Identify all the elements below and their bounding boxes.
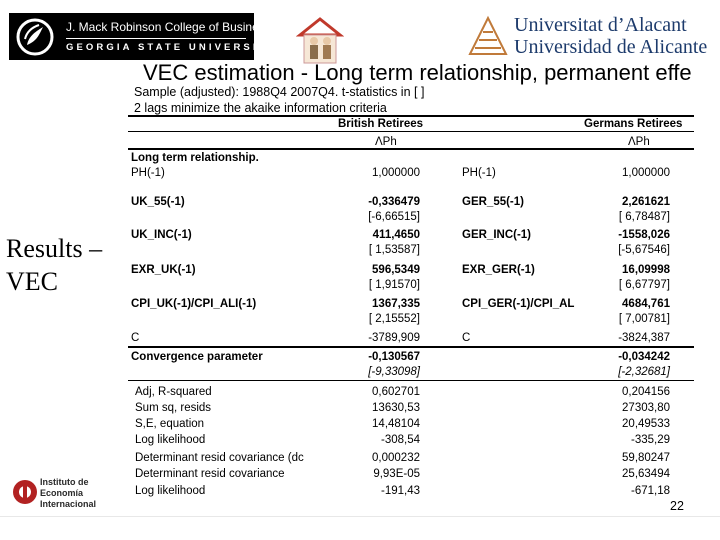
dep-var-germans: ΛPh bbox=[628, 136, 650, 148]
convergence-tstat-right: [-2,32681] bbox=[618, 366, 670, 378]
convergence-rule bbox=[128, 346, 694, 348]
stat-label: Determinant resid covariance (dc bbox=[135, 452, 304, 464]
row-label-right: GER_INC(-1) bbox=[462, 229, 532, 241]
stat-label: S,E, equation bbox=[135, 418, 205, 430]
convergence-value-left: -0,130567 bbox=[368, 351, 420, 363]
iei-line3: Internacional bbox=[40, 499, 97, 509]
row-tstat-left: [ 1,53587] bbox=[368, 244, 420, 256]
row-value-right: 4684,761 bbox=[622, 298, 670, 310]
row-label-left: PH(-1) bbox=[131, 167, 165, 179]
iei-line1: Instituto de bbox=[40, 477, 89, 487]
stat-value-left: -191,43 bbox=[380, 485, 420, 497]
stat-label: Log likelihood bbox=[135, 485, 206, 497]
stat-value-right: 59,80247 bbox=[622, 452, 670, 464]
row-label-left: C bbox=[131, 332, 140, 344]
row-tstat-right: [ 7,00781] bbox=[618, 313, 670, 325]
row-value-left: 1,000000 bbox=[372, 167, 420, 179]
stat-label: Sum sq, resids bbox=[135, 402, 212, 414]
row-value-right: -1558,026 bbox=[618, 229, 670, 241]
row-label-right: PH(-1) bbox=[462, 167, 496, 179]
gsu-university-name: GEORGIA STATE UNIVERSITY bbox=[66, 42, 277, 53]
stat-label: Log likelihood bbox=[135, 434, 206, 446]
row-value-right: -3824,387 bbox=[618, 332, 670, 344]
row-label-right: GER_55(-1) bbox=[462, 196, 524, 208]
iei-logo bbox=[12, 474, 132, 516]
header-germans: Germans Retirees bbox=[584, 118, 683, 130]
header-british: British Retirees bbox=[338, 118, 424, 130]
row-value-left: -3789,909 bbox=[368, 332, 420, 344]
alicante-valencian-name: Universitat d’Alacant bbox=[514, 14, 687, 36]
stat-label: Determinant resid covariance bbox=[135, 468, 285, 480]
row-tstat-right: [ 6,78487] bbox=[618, 211, 670, 223]
row-value-left: -0,336479 bbox=[368, 196, 420, 208]
iei-line2: Economía bbox=[40, 488, 84, 498]
gsu-college-name: J. Mack Robinson College of Business bbox=[66, 20, 271, 34]
alicante-spanish-name: Universidad de Alicante bbox=[514, 36, 708, 58]
row-label-right: C bbox=[462, 332, 471, 344]
row-value-left: 411,4650 bbox=[372, 229, 420, 241]
row-tstat-left: [-6,66515] bbox=[368, 211, 420, 223]
stat-value-right: 0,204156 bbox=[622, 386, 670, 398]
row-value-right: 16,09998 bbox=[622, 264, 670, 276]
row-tstat-right: [ 6,67797] bbox=[618, 279, 670, 291]
row-value-right: 2,261621 bbox=[622, 196, 670, 208]
stat-label: Adj, R-squared bbox=[135, 386, 212, 398]
depvar-rule bbox=[128, 148, 694, 150]
stat-value-left: 9,93E-05 bbox=[373, 468, 420, 480]
convergence-label: Convergence parameter bbox=[131, 351, 263, 363]
stat-value-right: -671,18 bbox=[630, 485, 670, 497]
header-rule bbox=[128, 131, 694, 132]
page-number: 22 bbox=[670, 499, 684, 513]
side-label-line2: VEC bbox=[6, 267, 58, 296]
stat-value-left: 13630,53 bbox=[372, 402, 420, 414]
row-label-left: EXR_UK(-1) bbox=[131, 264, 196, 276]
stat-value-left: -308,54 bbox=[380, 434, 420, 446]
iei-emblem-icon bbox=[12, 476, 38, 512]
row-tstat-left: [ 1,91570] bbox=[368, 279, 420, 291]
lag-note: 2 lags minimize the akaike information criteria bbox=[134, 101, 387, 115]
sample-note: Sample (adjusted): 1988Q4 2007Q4. t-statistics in [ ] bbox=[134, 85, 425, 99]
stats-rule bbox=[128, 380, 694, 381]
footer-rule bbox=[0, 516, 720, 517]
row-value-left: 1367,335 bbox=[372, 298, 420, 310]
section-label: Long term relationship. bbox=[131, 152, 259, 164]
convergence-tstat-left: [-9,33098] bbox=[368, 366, 420, 378]
slide-title: VEC estimation - Long term relationship, permanent effe bbox=[143, 60, 692, 85]
row-label-right: EXR_GER(-1) bbox=[462, 264, 535, 276]
stat-value-left: 0,602701 bbox=[372, 386, 420, 398]
row-label-left: UK_55(-1) bbox=[131, 196, 185, 208]
row-label-right: CPI_GER(-1)/CPI_AL bbox=[462, 298, 575, 310]
row-tstat-left: [ 2,15552] bbox=[368, 313, 420, 325]
convergence-value-right: -0,034242 bbox=[618, 351, 670, 363]
stat-value-right: -335,29 bbox=[630, 434, 670, 446]
row-tstat-right: [-5,67546] bbox=[618, 244, 670, 256]
stat-value-left: 0,000232 bbox=[372, 452, 420, 464]
stat-value-right: 20,49533 bbox=[622, 418, 670, 430]
dep-var-british: ΛPh bbox=[375, 136, 397, 148]
stat-value-left: 14,48104 bbox=[372, 418, 420, 430]
side-label-line1: Results – bbox=[6, 234, 103, 263]
stat-value-right: 27303,80 bbox=[622, 402, 670, 414]
row-label-left: UK_INC(-1) bbox=[131, 229, 192, 241]
row-value-left: 596,5349 bbox=[372, 264, 420, 276]
stat-value-right: 25,63494 bbox=[622, 468, 670, 480]
row-label-left: CPI_UK(-1)/CPI_ALI(-1) bbox=[131, 298, 257, 310]
iei-name bbox=[40, 477, 96, 510]
row-value-right: 1,000000 bbox=[622, 167, 670, 179]
